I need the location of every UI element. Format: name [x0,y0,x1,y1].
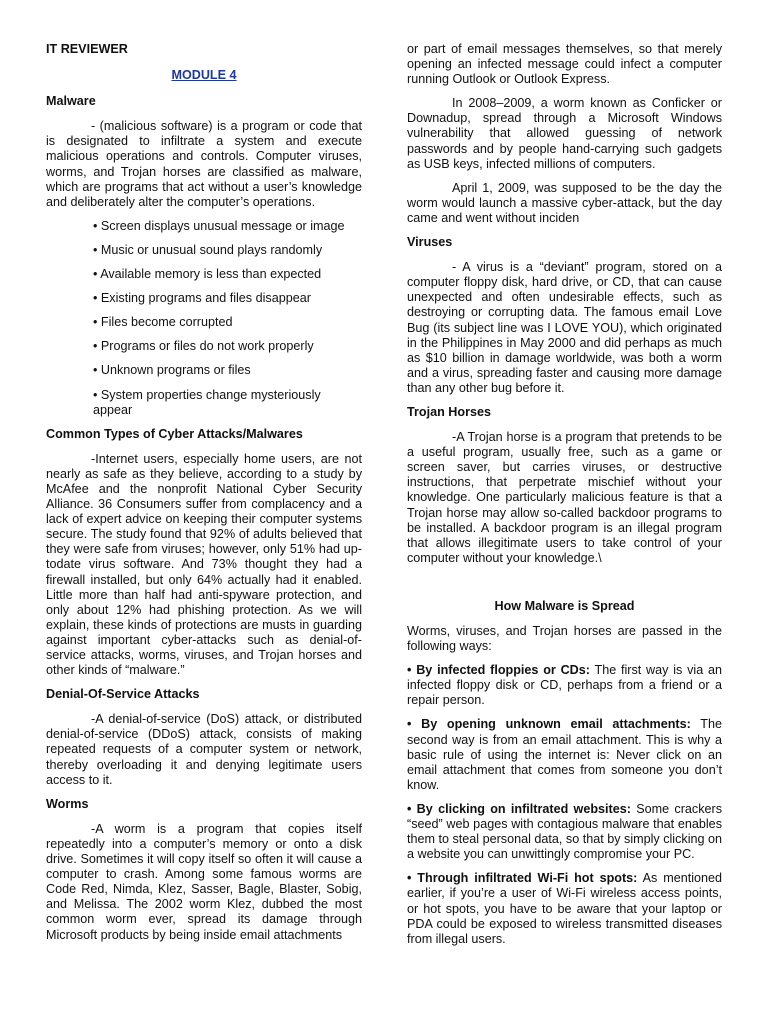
spacer [407,575,722,599]
spread-heading: How Malware is Spread [494,598,635,613]
module-heading [46,68,362,83]
symptom-bullet: • Programs or files do not work properly [93,339,314,354]
spread-way-text: As mentioned earlier, if you’re a user of Wi-Fi wireless access points, or hot spots, you have to be aware that your laptop or PDA could be exposed to wireless transmitted diseases from illegal users. [407,871,723,946]
spread-way-label: • By opening unknown email attachments: [407,717,691,732]
viruses-paragraph: - A virus is a “deviant” program, stored on a computer floppy disk, hard drive, or CD, that can cause unexpected and often undesirable effects, such as destroying or corrupting data. The famous email Love Bug (its subject line was I LOVE YOU), which originated in the Philippines in May 2000 and did perhaps as much as $10 billion in damage worldwide, was both a worm and a virus, spreading faster and causing more damage than any other bug before it. [407,260,722,395]
spread-way-item [407,802,722,862]
dos-heading: Denial-Of-Service Attacks [46,687,200,702]
trojan-heading: Trojan Horses [407,404,491,419]
symptom-bullet: • Files become corrupted [93,315,233,330]
worms-heading: Worms [46,796,89,811]
malware-paragraph: - (malicious software) is a program or code that is designated to infiltrate a system and execute malicious operations and controls. Computer viruses, worms, and Trojan horses are classified as malware, which are programs that act without a user’s knowledge and deliberately alter the computer’s operations. [46,119,362,209]
symptom-bullet: • Screen displays unusual message or image [93,218,345,233]
symptom-bullet: • System properties change mysteriously appear [93,387,321,417]
april-paragraph: April 1, 2009, was supposed to be the day the worm would launch a massive cyber-attack, but the day came and went without inciden [407,180,722,225]
document-title: IT REVIEWER [46,42,128,56]
common-attacks-paragraph: -Internet users, especially home users, are not nearly as safe as they believe, according to a study by McAfee and the nonprofit National Cyber Security Alliance. 36 Consumers suffer from complacency and a lack of expert advice on keeping their computer systems secure. The study found that 92% of adults believed that they were safe from viruses; however, only 51% had up-todate virus software. And 73% thought they had a firewall installed, but only 64% actually had it enabled. Little more than half had anti-spyware protection, and only about 12% had phishing protection. As we will explain, these kinds of protections are musts in guarding against important cyber-attacks such as denial-of-service attacks, worms, viruses, and Trojan horses and other kinds of “malware.” [46,451,362,678]
spread-way-text: Some crackers “seed” web pages with contagious malware that enables them to steal personal data, so that by simply clicking on a website you can unwittingly compromise your PC. [407,801,723,862]
viruses-heading: Viruses [407,235,453,250]
common-attacks-heading: Common Types of Cyber Attacks/Malwares [46,426,303,441]
right-column [407,42,722,956]
worms-paragraph: -A worm is a program that copies itself repeatedly into a computer’s memory or onto a disk drive. Sometimes it will copy itself so often it will cause a computer to crash. Among some famous worms are Code Red, Nimda, Klez, Sasser, Bagle, Blaster, Sobig, and Melissa. The 2002 worm Klez, dubbed the most common worm ever, spread its damage through Microsoft products by being inside email attachments [46,821,362,942]
spread-way-text: The second way is from an email attachment. This is why a basic rule of using the internet is: Never click on an email attachment that comes from someone you don’t know. [407,717,722,792]
left-column [46,42,362,952]
trojan-paragraph: -A Trojan horse is a program that pretends to be a useful program, usually free, such as a game or screen saver, but carries viruses, or destructive instructions, that perpetrate mischief without your knowledge. One particularly malicious feature is that a Trojan horse may allow so-called backdoor programs to be installed. A backdoor program is an illegal program that allows illegitimate users to take control of your computer without your knowledge.\ [407,430,722,565]
spread-intro: Worms, viruses, and Trojan horses are passed in the following ways: [407,624,722,654]
symptom-bullet: • Existing programs and files disappear [93,291,311,306]
spread-way-label: • By clicking on infiltrated websites: [407,801,631,816]
spread-way-label: • By infected floppies or CDs: [407,663,590,678]
dos-paragraph: -A denial-of-service (DoS) attack, or distributed denial-of-service (DDoS) attack, consists of making repeated requests of a computer system or network, thereby overloading it and denying legitimate users access to it. [46,712,362,787]
spread-way-item [407,663,722,708]
module-label: MODULE 4 [171,68,237,83]
spread-way-item [407,871,722,946]
symptom-bullet: • Available memory is less than expected [93,267,322,282]
spread-way-item [407,717,722,792]
worms-continued-paragraph: or part of email messages themselves, so that merely opening an infected message could infect a computer running Outlook or Outlook Express. [407,42,722,87]
spread-way-text: The first way is via an infected floppy disk or CD, perhaps from a friend or a repair person. [407,663,722,708]
malware-heading: Malware [46,94,96,109]
symptom-bullet: • Music or unusual sound plays randomly [93,242,323,257]
conficker-paragraph: In 2008–2009, a worm known as Conficker or Downadup, spread through a Microsoft Windows vulnerability that allowed guessing of network passwords and by people hand-carrying such gadgets as USB keys, infected millions of computers. [407,96,722,171]
spread-way-label: • Through infiltrated Wi-Fi hot spots: [407,871,638,886]
symptom-bullet: • Unknown programs or files [93,363,251,378]
